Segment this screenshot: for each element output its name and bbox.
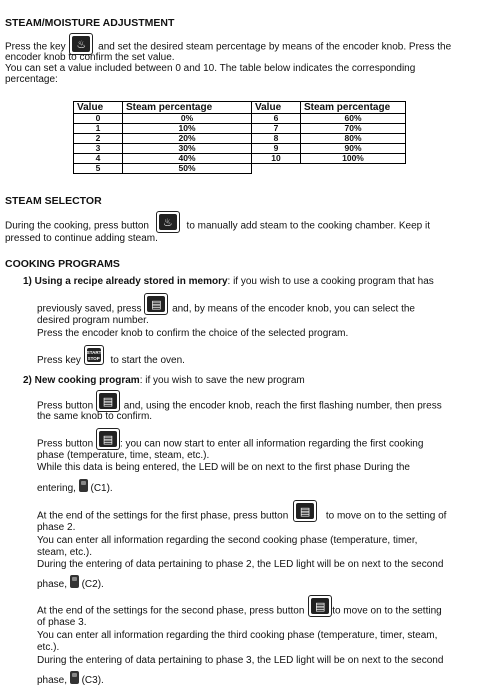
text: 1) Using a recipe already stored in memory — [23, 276, 228, 287]
program-icon: ▤ — [96, 428, 120, 450]
text: (C1). — [90, 483, 113, 494]
paragraph-line: You can enter all information regarding the second cooking phase (temperature, timer, — [37, 535, 418, 546]
cell: 8 — [252, 134, 301, 144]
paragraph-line — [37, 483, 113, 494]
paragraph-line: the same knob to confirm. — [37, 411, 153, 422]
program-icon: ▤ — [144, 293, 168, 315]
table-row — [74, 144, 406, 154]
cell — [252, 164, 301, 174]
cell: 30% — [123, 144, 252, 154]
led-icon — [70, 671, 79, 684]
paragraph-line: percentage: — [5, 74, 58, 85]
table-header-row — [74, 102, 406, 114]
text: and set the desired steam percentage by means of the encoder knob. Press the — [98, 41, 452, 53]
cell: 0% — [123, 114, 252, 124]
stop-label: STOP — [87, 356, 100, 362]
text: and, by means of the encoder knob, you can select the — [172, 303, 415, 315]
cell: 0 — [74, 114, 123, 124]
cell: 10 — [252, 154, 301, 164]
paragraph-line — [37, 298, 415, 315]
paragraph-line: pressed to continue adding steam. — [5, 233, 158, 244]
program-icon: ▤ — [293, 500, 317, 522]
column-header: Steam percentage — [123, 102, 252, 114]
cell: 1 — [74, 124, 123, 134]
paragraph-line: etc.). — [37, 642, 60, 653]
paragraph-line: phase (temperature, time, steam, etc.). — [37, 450, 210, 461]
paragraph-line: While this data is being entered, the LED will be on next to the first phase During the — [37, 462, 410, 473]
text: Press key — [37, 355, 81, 366]
paragraph-line: You can enter all information regarding the third cooking phase (temperature, timer, steam, — [37, 630, 438, 641]
table-row — [74, 164, 406, 174]
paragraph-line — [37, 675, 104, 686]
paragraph-line — [5, 216, 431, 233]
paragraph-line — [37, 579, 104, 590]
program-icon: ▤ — [308, 595, 332, 617]
cell: 3 — [74, 144, 123, 154]
list-item-heading — [23, 375, 305, 386]
cell: 50% — [123, 164, 252, 174]
steam-percentage-table — [73, 101, 406, 174]
paragraph-line: of phase 3. — [37, 617, 87, 628]
paragraph-line: desired program number. — [37, 315, 149, 326]
text: to manually add steam to the cooking chamber. Keep it — [186, 220, 431, 232]
paragraph-line — [37, 433, 424, 450]
column-header: Value — [252, 102, 301, 114]
text: previously saved, press — [37, 303, 142, 315]
text: Press button — [37, 400, 94, 412]
program-icon: ▤ — [96, 390, 120, 412]
text: phase, — [37, 675, 68, 686]
paragraph-line — [37, 350, 185, 366]
steam-icon: ♨ — [156, 211, 180, 233]
table-row — [74, 124, 406, 134]
cell — [301, 164, 406, 174]
text: (C3). — [81, 675, 104, 686]
text: At the end of the settings for the second phase, press button — [37, 605, 305, 617]
cell: 70% — [301, 124, 406, 134]
paragraph-line: Press the encoder knob to confirm the choice of the selected program. — [37, 328, 349, 339]
text: Press button — [37, 438, 94, 450]
cell: 100% — [301, 154, 406, 164]
text: and, using the encoder knob, reach the first flashing number, then press — [123, 400, 442, 412]
paragraph-line: encoder knob to confirm the set value. — [5, 52, 175, 63]
cell: 2 — [74, 134, 123, 144]
text: to start the oven. — [110, 355, 185, 366]
column-header: Value — [74, 102, 123, 114]
paragraph-line — [37, 505, 447, 522]
text: : if you wish to save the new program — [139, 375, 305, 386]
text: to move on to the setting — [332, 605, 442, 617]
section-title-cooking-programs: COOKING PROGRAMS — [5, 258, 120, 270]
cell: 80% — [301, 134, 406, 144]
text: to move on to the setting of — [325, 510, 447, 522]
text: Press the key — [5, 41, 66, 53]
led-icon — [70, 575, 79, 588]
paragraph-line: phase 2. — [37, 522, 76, 533]
cell: 6 — [252, 114, 301, 124]
paragraph-line: During the entering of data pertaining to phase 3, the LED light will be on next to the second — [37, 655, 444, 666]
cell: 9 — [252, 144, 301, 154]
paragraph-line — [37, 600, 442, 617]
text: : you can now start to enter all information regarding the first cooking — [119, 438, 424, 450]
paragraph-line: You can set a value included between 0 and 10. The table below indicates the corresponding — [5, 63, 416, 74]
cell: 20% — [123, 134, 252, 144]
cell: 60% — [301, 114, 406, 124]
steam-icon: ♨ — [69, 33, 93, 55]
paragraph-line: During the entering of data pertaining to phase 2, the LED light will be on next to the second — [37, 559, 444, 570]
paragraph-line: steam, etc.). — [37, 547, 93, 558]
table-row — [74, 134, 406, 144]
cell: 5 — [74, 164, 123, 174]
cell: 90% — [301, 144, 406, 154]
list-item-heading — [23, 276, 434, 287]
text: : if you wish to use a cooking program that has — [227, 276, 434, 287]
text: At the end of the settings for the first phase, press button — [37, 510, 289, 522]
text: 2) New cooking program — [23, 375, 140, 386]
cell: 4 — [74, 154, 123, 164]
text: phase, — [37, 579, 68, 590]
section-title-steam-moisture: STEAM/MOISTURE ADJUSTMENT — [5, 17, 175, 29]
table-row — [74, 114, 406, 124]
table-row — [74, 154, 406, 164]
text: entering, — [37, 483, 76, 494]
section-title-steam-selector: STEAM SELECTOR — [5, 195, 102, 207]
cell: 10% — [123, 124, 252, 134]
start-stop-icon — [84, 345, 104, 365]
cell: 40% — [123, 154, 252, 164]
cell: 7 — [252, 124, 301, 134]
start-label: START — [86, 350, 102, 356]
text: During the cooking, press button — [5, 220, 149, 232]
led-icon — [79, 479, 88, 492]
column-header: Steam percentage — [301, 102, 406, 114]
text: (C2). — [81, 579, 104, 590]
